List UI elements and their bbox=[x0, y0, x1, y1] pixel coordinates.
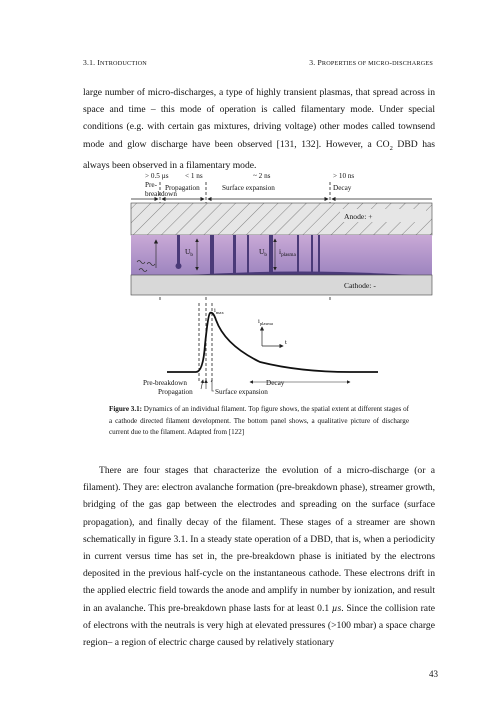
curve-imax-label: $i_{max}$ bbox=[214, 307, 224, 315]
stage-decay-time: > 10 ns bbox=[333, 172, 355, 180]
stage-surface-time: ~ 2 ns bbox=[253, 172, 271, 180]
stage-propagation-time: < 1 ns bbox=[185, 172, 203, 180]
stage-prebreakdown-name-a: Pre- bbox=[145, 181, 157, 189]
ub-label-left: $U_b$ bbox=[185, 247, 193, 258]
bottom-decay-label: Decay bbox=[266, 379, 285, 387]
axis-i-label: $i_{plasma}$ bbox=[258, 318, 273, 326]
body-paragraph-2: There are four stages that characterize the evolution of a micro-discharge (or a filament). They are: electron avalanche formation (pre-breakdown phase), streamer growth, bridging of the gas gap between the electrodes and spreading on the surface (surface propagation), and finally decay of the filament. These stages of a streamer are shown schematically in figure 3.1. In a steady state operation of a DBD, that is, when a periodicity in current versus time has set in, the pre-breakdown phase is initiated by the electrons deposited in the previous half-cycle on the instantaneous cathode. These electrons drift in the applied electric field towards the anode and amplify in number by ionization, and result in an avalanche. This pre-breakdown phase lasts for at least 0.1 µs. Since the collision rate of electrons with the neutrals is very high at elevated pressures (>100 mbar) a space charge region– a region of electric charge caused by relatively stationary bbox=[83, 465, 435, 649]
cathode-electrode bbox=[131, 275, 432, 295]
stage-surface-name: Surface expansion bbox=[222, 184, 275, 192]
stage-prebreakdown-name-b: breakdown bbox=[145, 190, 177, 198]
running-header-right: 3. PROPERTIES OF MICRO-DISCHARGES bbox=[309, 58, 433, 67]
axis-t-label: t bbox=[285, 339, 287, 346]
mini-axes bbox=[262, 327, 283, 346]
cathode-label: Cathode: - bbox=[344, 281, 376, 290]
body-paragraph-1: large number of micro-discharges, a type of highly transient plasmas, that spread across in space and time – this mode of operation is called filamentary mode. Under special conditions (e.g. with certain gas mixtures, driving voltage) other modes called townsend mode and glow discharge have been observed [131, 132]. However, a $CO_2$ DBD has always been observed in a filamentary mode. bbox=[83, 87, 436, 171]
stage-prebreakdown-time: > 0.5 µs bbox=[145, 172, 169, 180]
iplasma-label: $i_{plasma}$ bbox=[279, 247, 296, 258]
bottom-prebreakdown-label: Pre-breakdown bbox=[143, 379, 187, 387]
anode-label: Anode: + bbox=[344, 212, 373, 221]
page-number: 43 bbox=[429, 669, 438, 679]
figure-caption: Figure 3.1: Dynamics of an individual filament. Top figure shows, the spatial extent at different stages of a cathode directed filament development. The bottom panel shows, a qualitative picture of discharge current due to the filament. Adapted from [122] bbox=[109, 405, 409, 436]
stage-propagation-name: Propagation bbox=[165, 184, 200, 192]
stage-decay-name: Decay bbox=[333, 184, 352, 192]
bottom-propagation-label: Propagation bbox=[158, 388, 193, 396]
running-header-left: 3.1. INTRODUCTION bbox=[83, 58, 147, 67]
bottom-surface-label: Surface expansion bbox=[215, 388, 268, 396]
ub-label-right: $U_b$ bbox=[259, 247, 267, 258]
